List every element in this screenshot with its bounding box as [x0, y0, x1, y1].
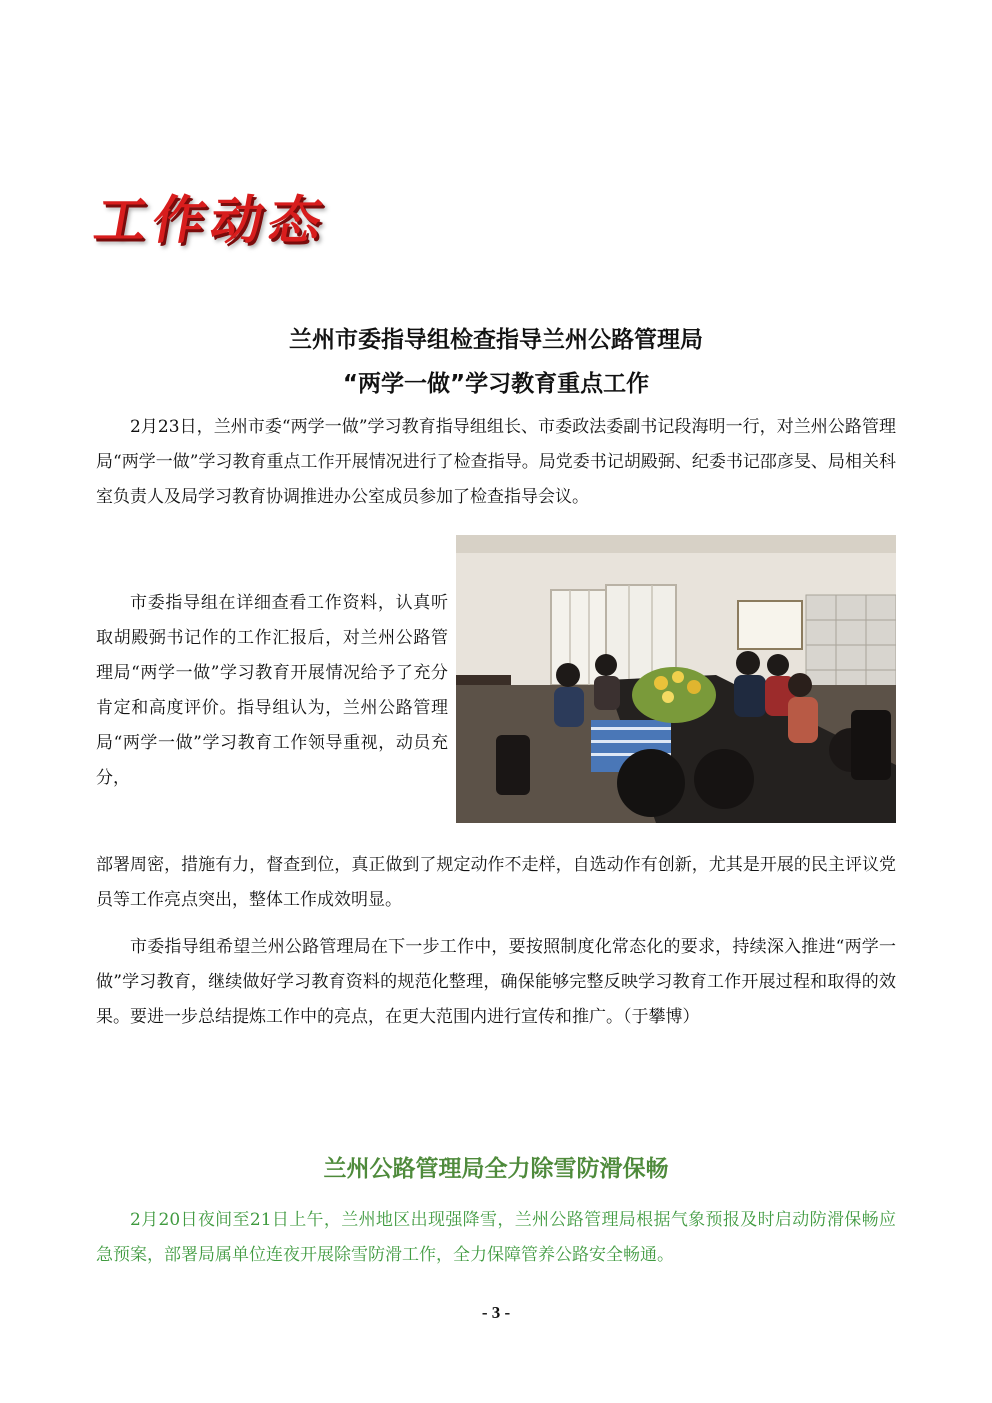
- meeting-photo: [456, 535, 896, 823]
- article-paragraph-2-continued: 部署周密，措施有力，督查到位，真正做到了规定动作不走样，自选动作有创新，尤其是开展的民主评议党员等工作亮点突出，整体工作成效明显。: [96, 855, 896, 910]
- article-2-title: 兰州公路管理局全力除雪防滑保畅: [323, 1156, 669, 1182]
- article-title-line-1: 兰州市委指导组检查指导兰州公路管理局: [289, 327, 703, 353]
- article-title-line-2: “两学一做”学习教育重点工作: [342, 371, 650, 397]
- article-paragraph-1: 2月23日，兰州市委“两学一做”学习教育指导组组长、市委政法委副书记段海明一行，对兰州公路管理局“两学一做”学习教育重点工作开展情况进行了检查指导。局党委书记胡殿弼、纪委书记邵彦旻、局相关科室负责人及局学习教育协调推进办公室成员参加了检查指导会议。: [96, 417, 896, 507]
- article-paragraph-2-wrapped: 市委指导组在详细查看工作资料，认真听取胡殿弼书记作的工作汇报后，对兰州公路管理局“两学一做”学习教育开展情况给予了充分肯定和高度评价。指导组认为，兰州公路管理局“两学一做”学习教育工作领导重视，动员充分，: [96, 593, 448, 788]
- article-paragraph-3: 市委指导组希望兰州公路管理局在下一步工作中，要按照制度化常态化的要求，持续深入推进“两学一做”学习教育，继续做好学习教育资料的规范化整理，确保能够完整反映学习教育工作开展过程和取得的效果。要进一步总结提炼工作中的亮点，在更大范围内进行宣传和推广。（于攀博）: [96, 937, 896, 1027]
- section-banner: 工作动态: [89, 191, 333, 251]
- article-2-paragraph-1: 2月20日夜间至21日上午，兰州地区出现强降雪，兰州公路管理局根据气象预报及时启动防滑保畅应急预案，部署局属单位连夜开展除雪防滑工作，全力保障管养公路安全畅通。: [96, 1210, 896, 1265]
- page-number: - 3 -: [481, 1303, 511, 1322]
